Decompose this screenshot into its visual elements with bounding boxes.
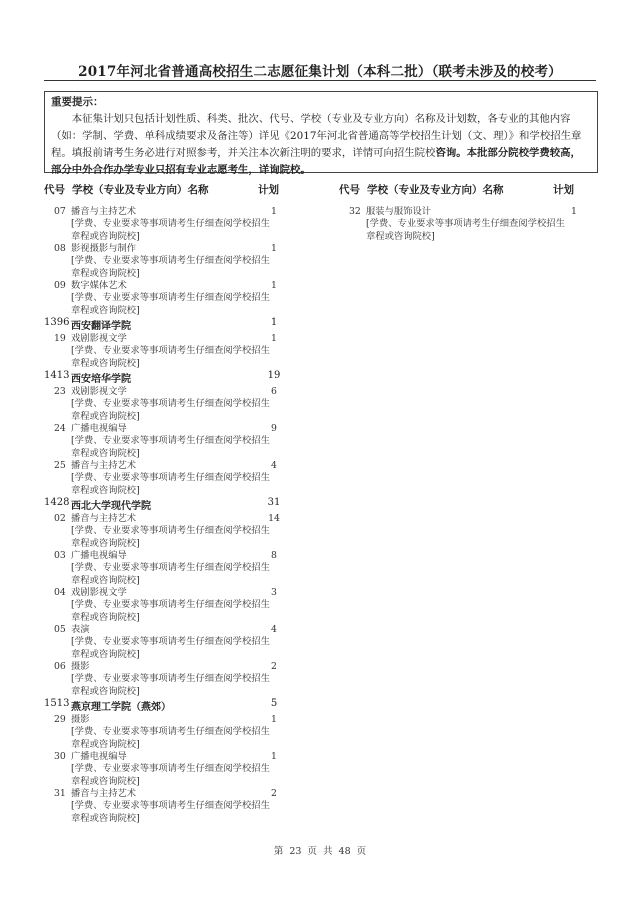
header-plan: 计划: [553, 184, 574, 196]
school-code: 1396: [44, 317, 70, 328]
left-entries: [44, 206, 304, 825]
major-plan-count: 6: [271, 386, 277, 397]
major-row: [44, 513, 304, 550]
school-code: 1413: [44, 370, 70, 381]
major-code: 29: [54, 714, 66, 725]
school-plan-count: 31: [267, 497, 281, 508]
school-plan-count: 5: [270, 698, 278, 709]
major-plan-count: 1: [271, 714, 277, 725]
major-note: [学费、专业要求等事项请考生仔细查阅学校招生章程或咨询院校]: [71, 636, 270, 660]
header-school: 学校（专业及专业方向）名称: [72, 184, 209, 196]
major-name: 戏剧影视文学: [71, 587, 127, 598]
major-name: 摄影: [71, 661, 90, 672]
school-name: 西北大学现代学院: [71, 501, 151, 512]
major-row: [44, 714, 304, 751]
major-code: 31: [54, 788, 66, 799]
major-code: 09: [54, 280, 66, 291]
major-row: [44, 587, 304, 624]
major-row: [44, 550, 304, 587]
major-plan-count: 14: [268, 513, 280, 524]
major-name: 影视摄影与制作: [71, 243, 137, 254]
school-code: 1513: [44, 698, 70, 709]
major-note: [学费、专业要求等事项请考生仔细查阅学校招生章程或咨询院校]: [71, 255, 270, 279]
important-notice-box: [44, 91, 598, 176]
major-code: 07: [54, 206, 66, 217]
major-plan-count: 2: [271, 788, 277, 799]
major-plan-count: 3: [271, 587, 277, 598]
major-plan-count: 1: [271, 206, 277, 217]
major-name: 播音与主持艺术: [71, 206, 137, 217]
major-row: [44, 243, 304, 280]
major-name: 广播电视编导: [71, 550, 127, 561]
major-plan-count: 1: [271, 751, 277, 762]
header-plan: 计划: [258, 184, 279, 196]
major-name: 广播电视编导: [71, 423, 127, 434]
major-note: [学费、专业要求等事项请考生仔细查阅学校招生章程或咨询院校]: [71, 562, 270, 586]
school-name: 西安培华学院: [71, 374, 131, 385]
major-note: [学费、专业要求等事项请考生仔细查阅学校招生章程或咨询院校]: [71, 218, 270, 242]
major-row: [44, 280, 304, 317]
major-code: 32: [349, 206, 361, 217]
major-note: [学费、专业要求等事项请考生仔细查阅学校招生章程或咨询院校]: [366, 218, 565, 242]
major-note: [学费、专业要求等事项请考生仔细查阅学校招生章程或咨询院校]: [71, 800, 270, 824]
school-plan-count: 19: [267, 370, 281, 381]
major-code: 08: [54, 243, 66, 254]
major-note: [学费、专业要求等事项请考生仔细查阅学校招生章程或咨询院校]: [71, 599, 270, 623]
major-plan-count: 9: [271, 423, 277, 434]
major-code: 05: [54, 624, 66, 635]
major-code: 23: [54, 386, 66, 397]
major-note: [学费、专业要求等事项请考生仔细查阅学校招生章程或咨询院校]: [71, 472, 270, 496]
school-row: [44, 497, 304, 513]
school-row: [44, 698, 304, 714]
major-plan-count: 1: [571, 206, 577, 217]
major-note: [学费、专业要求等事项请考生仔细查阅学校招生章程或咨询院校]: [71, 435, 270, 459]
major-note: [学费、专业要求等事项请考生仔细查阅学校招生章程或咨询院校]: [71, 763, 270, 787]
major-plan-count: 1: [271, 243, 277, 254]
major-plan-count: 1: [271, 333, 277, 344]
notice-body: [51, 111, 591, 179]
major-row: [44, 386, 304, 423]
left-column-header: [44, 182, 304, 200]
header-code: 代号: [339, 184, 360, 196]
major-name: 戏剧影视文学: [71, 333, 127, 344]
header-school: 学校（专业及专业方向）名称: [367, 184, 504, 196]
major-note: [学费、专业要求等事项请考生仔细查阅学校招生章程或咨询院校]: [71, 525, 270, 549]
major-code: 06: [54, 661, 66, 672]
major-code: 02: [54, 513, 66, 524]
major-plan-count: 2: [271, 661, 277, 672]
left-column: [44, 182, 304, 825]
page-footer: 第 23 页 共 48 页: [273, 846, 367, 857]
school-row: [44, 370, 304, 386]
major-code: 30: [54, 751, 66, 762]
notice-heading: 重要提示：: [51, 96, 104, 108]
major-row: [44, 788, 304, 825]
major-plan-count: 4: [271, 624, 277, 635]
right-column-header: [339, 182, 579, 200]
major-name: 表演: [71, 624, 90, 635]
major-row: [339, 206, 579, 243]
major-plan-count: 1: [271, 280, 277, 291]
major-name: 广播电视编导: [71, 751, 127, 762]
major-code: 25: [54, 460, 66, 471]
notice-bold-text: 咨询。本批部分院校学费较高，部分中外合作办学专业只招有专业志愿考生，详询院校。: [51, 147, 581, 176]
major-note: [学费、专业要求等事项请考生仔细查阅学校招生章程或咨询院校]: [71, 673, 270, 697]
major-note: [学费、专业要求等事项请考生仔细查阅学校招生章程或咨询院校]: [71, 726, 270, 750]
major-name: 摄影: [71, 714, 90, 725]
page-title: 2017年河北省普通高校招生二志愿征集计划（本科二批）（联考未涉及的校考）: [78, 64, 562, 80]
major-note: [学费、专业要求等事项请考生仔细查阅学校招生章程或咨询院校]: [71, 398, 270, 422]
header-code: 代号: [44, 184, 65, 196]
major-plan-count: 8: [271, 550, 277, 561]
right-column: [339, 182, 579, 243]
major-name: 播音与主持艺术: [71, 460, 137, 471]
school-row: [44, 317, 304, 333]
major-row: [44, 624, 304, 661]
major-name: 数字媒体艺术: [71, 280, 127, 291]
major-row: [44, 333, 304, 370]
major-code: 24: [54, 423, 66, 434]
major-name: 戏剧影视文学: [71, 386, 127, 397]
major-note: [学费、专业要求等事项请考生仔细查阅学校招生章程或咨询院校]: [71, 292, 270, 316]
school-code: 1428: [44, 497, 70, 508]
major-row: [44, 206, 304, 243]
school-name: 燕京理工学院（燕郊）: [71, 702, 171, 713]
major-name: 播音与主持艺术: [71, 513, 137, 524]
school-plan-count: 1: [270, 317, 278, 328]
notice-text: 本征集计划只包括计划性质、科类、批次、代号、学校（专业及专业方向）名称及计划数，各专业的其他内容（如：学制、学费、单科成绩要求及备注等）详见《2017年河北省普通高等学校招生计划（文、理）》和学校招生章程。填报前请考生务必进行对照参考，并关注本次新注明的要求，详情可向招生院校: [51, 113, 582, 159]
title-divider: [44, 80, 596, 81]
school-name: 西安翻译学院: [71, 321, 131, 332]
major-code: 03: [54, 550, 66, 561]
major-row: [44, 460, 304, 497]
major-row: [44, 423, 304, 460]
major-row: [44, 661, 304, 698]
major-plan-count: 4: [271, 460, 277, 471]
major-code: 04: [54, 587, 66, 598]
major-note: [学费、专业要求等事项请考生仔细查阅学校招生章程或咨询院校]: [71, 345, 270, 369]
major-row: [44, 751, 304, 788]
major-name: 服装与服饰设计: [366, 206, 432, 217]
right-entries: [339, 206, 579, 243]
major-name: 播音与主持艺术: [71, 788, 137, 799]
major-code: 19: [54, 333, 66, 344]
